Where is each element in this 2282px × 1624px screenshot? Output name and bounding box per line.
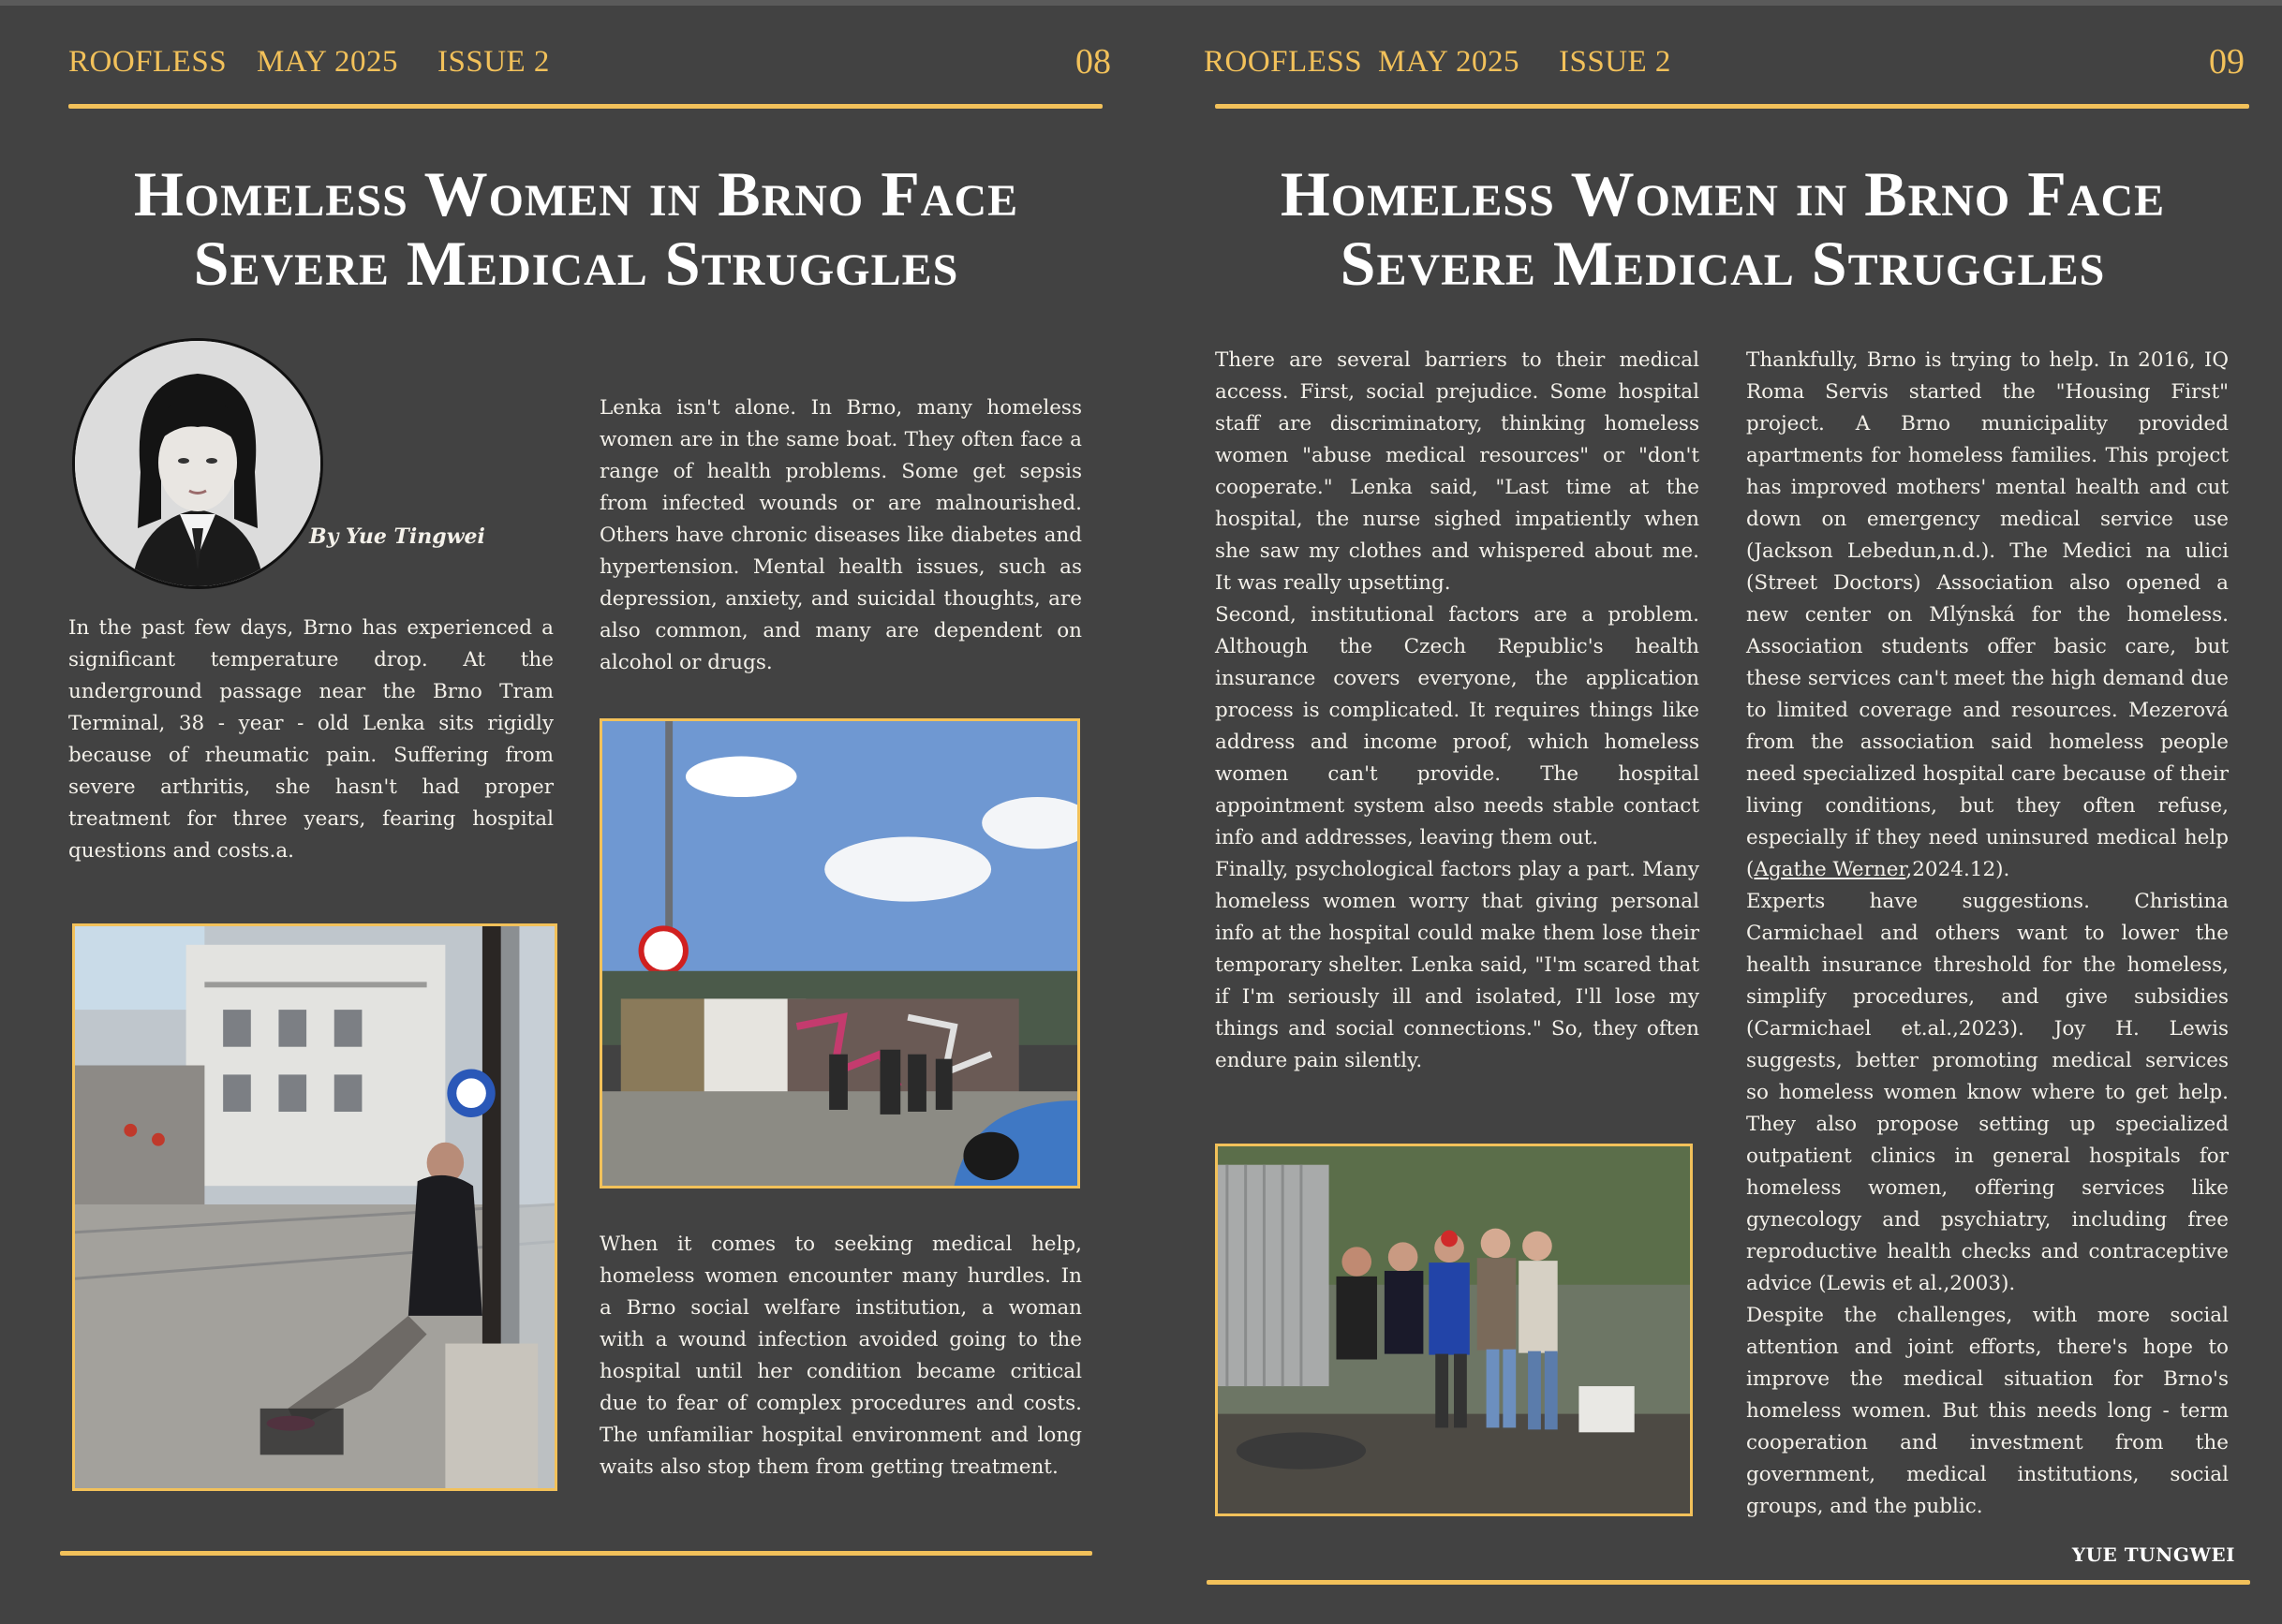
article-title bbox=[1184, 159, 2261, 298]
issue-number: ISSUE 2 bbox=[1559, 45, 1671, 79]
left-column-2-bottom bbox=[600, 1229, 1082, 1484]
issue-date: MAY 2025 bbox=[257, 45, 399, 79]
left-page-header bbox=[68, 41, 1111, 94]
title-line-1: Homeless Women in Brno Face bbox=[133, 158, 1019, 229]
right-page-header bbox=[1204, 41, 2245, 94]
hurdles-paragraph: When it comes to seeking medical help, homeless women encounter many hurdles. In a Brno social welfare institution, a woman with a wound infection avoided going to the hospital until her condition became critical due to fear of complex procedures and costs. The unfamiliar hospital environment and long waits also stop them from getting treatment. bbox=[600, 1233, 1082, 1479]
header-rule bbox=[1215, 104, 2249, 109]
header-rule bbox=[68, 104, 1103, 109]
group-photo bbox=[1215, 1144, 1693, 1516]
magazine-name: ROOFLESS bbox=[68, 45, 228, 79]
author-portrait bbox=[72, 338, 323, 589]
barriers-paragraph: There are several barriers to their medical access. First, social prejudice. Some hospital staff are discriminatory, thinking homeless women "abuse medical resources" or "don't cooperate." Lenka said, "Last time at the hospital, the nurse sighed impatiently when she saw my clothes and whispered about me. It was really upsetting. bbox=[1215, 348, 1699, 595]
title-line-2: Severe Medical Struggles bbox=[1340, 228, 2106, 299]
magazine-name: ROOFLESS bbox=[1204, 45, 1363, 79]
left-column-1 bbox=[68, 613, 554, 867]
right-column-1 bbox=[1215, 345, 1699, 1077]
citation-link[interactable]: Agathe Werner bbox=[1754, 858, 1906, 881]
help-text: Thankfully, Brno is trying to help. In 2016, IQ Roma Servis started the "Housing First" project. A Brno municipality provided apartments for homeless families. This project has improved mothers' mental health and cut down on emergency medical service use (Jackson Lebedun,n.d.). The Medici na ulici (Street Doctors) Association also opened a new center on Mlýnská for the homeless. Association students offer basic care, but these services can't meet the high demand due to limited coverage and resources. Mezerová from the association said homeless people need specialized hospital care because of their living conditions, but they often refuse, especially if they need uninsured medical help ( bbox=[1746, 348, 2229, 881]
help-citation-tail: ,2024.12). bbox=[1905, 858, 2010, 881]
right-page bbox=[1141, 0, 2282, 1624]
title-line-2: Severe Medical Struggles bbox=[193, 228, 959, 299]
intro-paragraph: In the past few days, Brno has experienced a significant temperature drop. At the underground passage near the Brno Tram Terminal, 38 - year - old Lenka sits rigidly because of rheumatic pain. Suffering from severe arthritis, she hasn't had proper treatment for three years, fearing hospital questions and costs.a. bbox=[68, 616, 554, 863]
camp-photo bbox=[600, 718, 1080, 1188]
footer-author: YUE TUNGWEI bbox=[2071, 1543, 2235, 1566]
lenka-not-alone-paragraph: Lenka isn't alone. In Brno, many homeless women are in the same boat. They often face a range of health problems. Some get sepsis from infected wounds or are malnourished. Others have chronic diseases like diabetes and hypertension. Mental health issues, such as depression, anxiety, and suicidal thoughts, are also common, and many are dependent on alcohol or drugs. bbox=[600, 396, 1082, 674]
footer-rule bbox=[60, 1551, 1092, 1556]
psychological-paragraph: Finally, psychological factors play a part. Many homeless women worry that giving personal info at the hospital could make them lose their temporary shelter. Lenka said, "I'm scared that if I'm seriously ill and isolated, I'll lose my things and social connections." So, they often endure pain silently. bbox=[1215, 858, 1699, 1072]
experts-paragraph: Experts have suggestions. Christina Carmichael and others want to lower the health insurance threshold for the homeless, simplify procedures, and give subsidies (Carmichael et.al.,2023). Joy H. Lewis suggests, better promoting medical services so homeless women know where to get help. They also propose setting up specialized outpatient clinics in general hospitals for homeless women, offering services like gynecology and psychiatry, including free reproductive health checks and contraceptive advice (Lewis et al.,2003). bbox=[1746, 890, 2229, 1295]
issue-date: MAY 2025 bbox=[1378, 45, 1520, 79]
left-column-2-top bbox=[600, 392, 1082, 679]
page-number: 09 bbox=[2209, 42, 2245, 81]
conclusion-paragraph: Despite the challenges, with more social attention and joint efforts, there's hope to improve the medical situation for Brno's homeless women. But this needs long - term cooperation and investment from the government, medical institutions, social groups, and the public. bbox=[1746, 1304, 2229, 1518]
footer-rule bbox=[1207, 1580, 2250, 1585]
article-title bbox=[37, 159, 1115, 298]
byline: By Yue Tingwei bbox=[309, 524, 485, 549]
street-photo bbox=[72, 923, 557, 1491]
page-number: 08 bbox=[1075, 42, 1111, 81]
right-column-2 bbox=[1746, 345, 2229, 1523]
issue-number: ISSUE 2 bbox=[437, 45, 550, 79]
institutional-paragraph: Second, institutional factors are a problem. Although the Czech Republic's health insurance covers everyone, the application process is complicated. It requires things like address and income proof, which homeless women can't provide. The hospital appointment system also needs stable contact info and addresses, leaving them out. bbox=[1215, 603, 1699, 849]
title-line-1: Homeless Women in Brno Face bbox=[1280, 158, 2166, 229]
help-paragraph bbox=[1746, 345, 2229, 886]
